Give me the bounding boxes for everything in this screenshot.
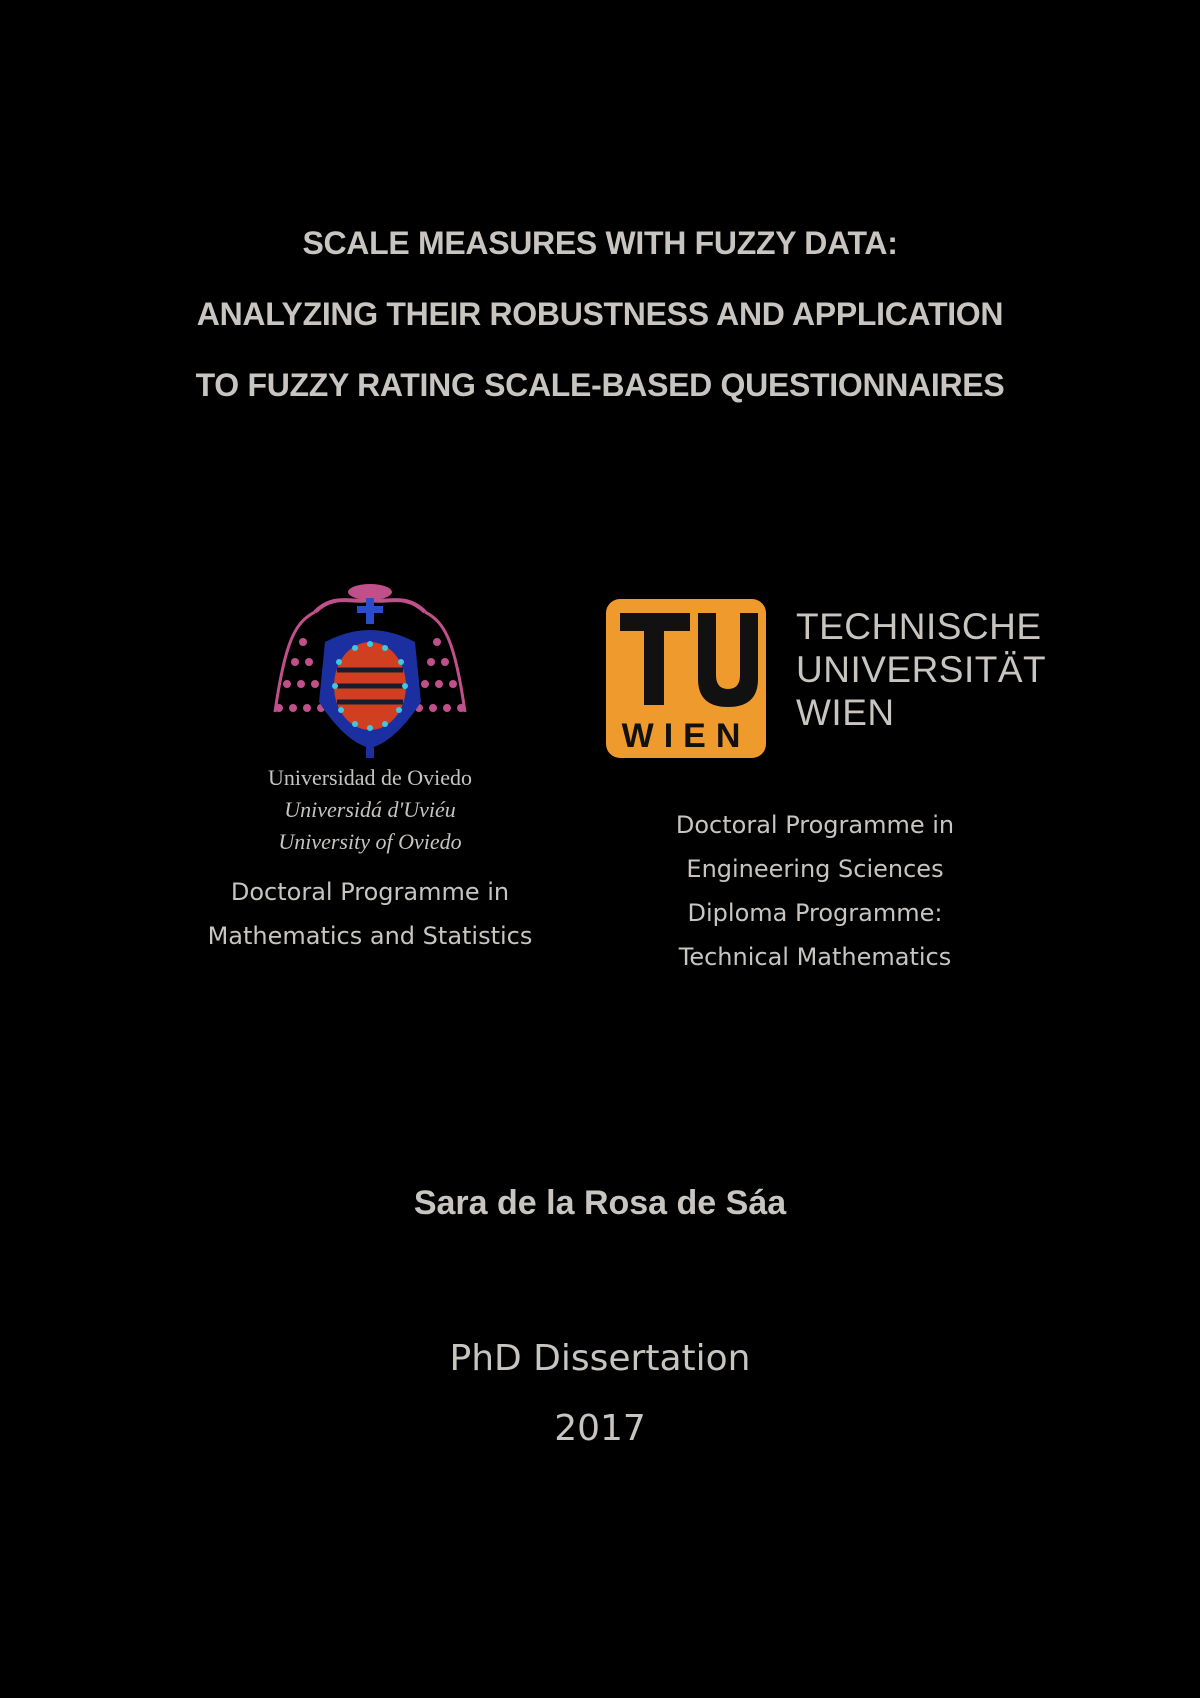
tu-wien-block bbox=[600, 595, 1047, 971]
tu-wien-logo-icon bbox=[606, 599, 766, 758]
tu-wien-programme bbox=[600, 803, 1030, 979]
university-of-oviedo-crest-icon bbox=[255, 582, 485, 762]
wordmark-line-1: TECHNISCHE bbox=[796, 606, 1042, 647]
wordmark-line-3: WIEN bbox=[796, 692, 895, 733]
tu-wien-logo-subtext: WIEN bbox=[621, 717, 751, 755]
dissertation-info bbox=[0, 1324, 1200, 1464]
tu-programme-line-3: Diploma Programme: bbox=[687, 899, 943, 927]
tu-wien-wordmark bbox=[796, 605, 1046, 734]
author-name: Sara de la Rosa de Sáa bbox=[413, 1184, 787, 1222]
title-line-2: ANALYZING THEIR ROBUSTNESS AND APPLICATION bbox=[196, 296, 1004, 332]
university-name-asturian: Universidá d'Uviéu bbox=[284, 797, 456, 822]
university-name-english: University of Oviedo bbox=[278, 829, 462, 854]
tu-programme-line-1: Doctoral Programme in bbox=[675, 811, 955, 839]
document-type: PhD Dissertation bbox=[449, 1338, 751, 1379]
university-name-spanish: Universidad de Oviedo bbox=[267, 765, 473, 790]
tu-programme-line-2: Engineering Sciences bbox=[686, 855, 944, 883]
year: 2017 bbox=[554, 1408, 646, 1449]
oviedo-programme-line-2: Mathematics and Statistics bbox=[207, 922, 533, 950]
title-line-1: SCALE MEASURES WITH FUZZY DATA: bbox=[302, 225, 898, 261]
title-line-3: TO FUZZY RATING SCALE-BASED QUESTIONNAIRES bbox=[195, 367, 1005, 403]
wordmark-line-2: UNIVERSITÄT bbox=[796, 649, 1047, 690]
tu-programme-line-4: Technical Mathematics bbox=[678, 943, 952, 971]
university-of-oviedo-block bbox=[190, 582, 550, 958]
dissertation-title bbox=[0, 208, 1200, 421]
oviedo-programme-line-1: Doctoral Programme in bbox=[230, 878, 510, 906]
